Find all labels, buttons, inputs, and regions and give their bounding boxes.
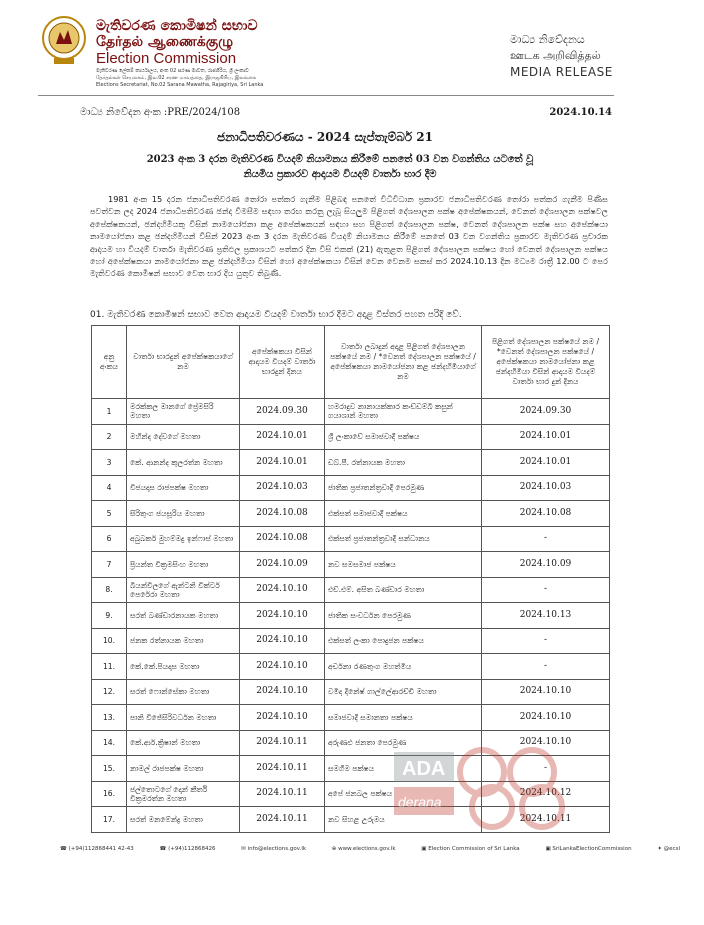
party-submission-date: 2024.10.01: [482, 424, 610, 450]
candidate-name: බියන්විලගේ ඇන්ටනි වික්ටර් පෙරේරා මහතා: [127, 577, 240, 603]
table-row: [92, 475, 610, 501]
table-row: [92, 552, 610, 578]
table-row: [92, 501, 610, 527]
party-submission-date: 2024.10.03: [482, 475, 610, 501]
party-submission-date: 2024.09.30: [482, 399, 610, 425]
party-submission-date: 2024.10.12: [482, 781, 610, 807]
row-number: 4: [92, 475, 127, 501]
footer-facebook-text: Election Commission of Sri Lanka: [428, 846, 520, 852]
reference-number: මාධ්‍ය නිවේදන අංක :PRE/2024/108: [80, 107, 241, 118]
footer-phone-1-text: (+94)112868441 42-43: [68, 846, 134, 852]
party-name: එක්සත් සමාජවාදී පක්ෂය: [325, 501, 482, 527]
ada-derana-watermark: [392, 742, 592, 837]
candidate-submission-date: 2024.10.11: [240, 756, 325, 782]
footer-website[interactable]: ⊕ www.elections.gov.lk: [331, 846, 396, 852]
table-row: [92, 424, 610, 450]
row-number: 17.: [92, 807, 127, 833]
table-row: [92, 603, 610, 629]
candidate-submission-date: 2024.10.11: [240, 781, 325, 807]
reference-row: [80, 107, 612, 118]
party-name: එච්.එම්. අසිත බණ්ඩාර මහතා: [325, 577, 482, 603]
party-submission-date: 2024.10.13: [482, 603, 610, 629]
document-subtitle: [80, 152, 600, 182]
document-title: ජනාධිපතිවරණය - 2024 සැප්තැම්බර් 21: [217, 130, 433, 144]
row-number: 12.: [92, 679, 127, 705]
candidate-name: මහින්ද දේවගේ මහතා: [127, 424, 240, 450]
candidate-name: කේ. ආනන්ද කුලරත්න මහතා: [127, 450, 240, 476]
candidate-name: කේ.ආර්.ක්‍රිෂාන් මහතා: [127, 730, 240, 756]
party-submission-date: 2024.10.10: [482, 730, 610, 756]
org-name-sinhala: මැතිවරණ කොමිෂන් සභාව: [96, 18, 258, 34]
row-number: 10.: [92, 628, 127, 654]
party-submission-date: 2024.10.09: [482, 552, 610, 578]
footer-phone-2-text: (+94)112868426: [168, 846, 216, 852]
candidate-submission-date: 2024.10.01: [240, 450, 325, 476]
watermark-text-derana: derana: [398, 794, 442, 810]
party-name: අරුණළු ජනතා පෙරමුණ: [325, 730, 482, 756]
candidate-submission-date: 2024.10.08: [240, 501, 325, 527]
candidate-name: සරත් බණ්ඩාරනායක මහතා: [127, 603, 240, 629]
row-number: 5: [92, 501, 127, 527]
table-row: [92, 450, 610, 476]
row-number: 13.: [92, 705, 127, 731]
candidate-name: සරත් ෆොන්සේකා මහතා: [127, 679, 240, 705]
party-name: නව සමසමාජ පක්ෂය: [325, 552, 482, 578]
candidate-name: ජල්තොටගේ දොන් කීර්ති වික්‍රමරත්න මහතා: [127, 781, 240, 807]
candidate-submission-date: 2024.10.10: [240, 603, 325, 629]
party-name: අපේ ජනබල පක්ෂය: [325, 781, 482, 807]
candidate-submission-date: 2024.10.11: [240, 730, 325, 756]
table-row: [92, 705, 610, 731]
party-submission-date: 2024.10.10: [482, 679, 610, 705]
table-header-row: [92, 326, 610, 399]
footer-twitter-text: @ecsl: [663, 846, 680, 852]
row-number: 16.: [92, 781, 127, 807]
media-release-tamil: ஊடக அறிவித்தல்: [510, 49, 601, 62]
candidate-submission-date: 2024.10.03: [240, 475, 325, 501]
footer-phone-1[interactable]: ☎ (+94)112868441 42-43: [60, 846, 134, 852]
candidate-name: ප්‍රියන්ත වික්‍රමසිංහ මහතා: [127, 552, 240, 578]
row-number: 1: [92, 399, 127, 425]
party-name: ඩබ්.පී. රත්නායක මහතා: [325, 450, 482, 476]
header-serial: අනු අංකය: [92, 326, 127, 399]
table-row: [92, 628, 610, 654]
candidate-name: විජයදාස රාජපක්ෂ මහතා: [127, 475, 240, 501]
footer-phone-2[interactable]: ☎ (+94)112868426: [159, 846, 216, 852]
address-tamil: தேர்தல்கள் செயலகம், இல.02 சரண மாவத்தை, இராஜகிரிய, இலங்கை: [96, 75, 257, 81]
party-submission-date: 2024.10.10: [482, 705, 610, 731]
candidate-submission-date: 2024.10.10: [240, 679, 325, 705]
party-name: එක්සත් ලංකා පොදුජන පක්ෂය: [325, 628, 482, 654]
organization-name: [96, 18, 296, 89]
footer-website-text: www.elections.gov.lk: [338, 846, 396, 852]
footer-email[interactable]: ✉ info@elections.gov.lk: [241, 846, 307, 852]
party-name: හමරාදුව නානායක්කාර කංඩ්ඩම්බි කසුන් ගයාශාන් මහතා: [325, 399, 482, 425]
footer-facebook-2[interactable]: ▣ SriLankaElectionCommission: [545, 846, 632, 852]
table-row: [92, 399, 610, 425]
footer-twitter[interactable]: ✦ @ecsl: [657, 846, 680, 852]
row-number: 6: [92, 526, 127, 552]
row-number: 8.: [92, 577, 127, 603]
row-number: 11.: [92, 654, 127, 680]
media-release-label: [510, 32, 620, 80]
party-name: අර්චනා රණතුංග මහත්මිය: [325, 654, 482, 680]
org-name-tamil: தேர்தல் ஆணைக்குழு: [96, 34, 234, 50]
national-emblem-icon: [40, 14, 88, 70]
header-candidate: වාර්තා භාරදුන් අපේක්ෂකයාගේ නම: [127, 326, 240, 399]
party-submission-date: -: [482, 577, 610, 603]
candidate-name: නාමල් රාජපක්ෂ මහතා: [127, 756, 240, 782]
party-name: ජාතික ප්‍රජාතන්ත්‍රවාදී පෙරමුණ: [325, 475, 482, 501]
party-submission-date: 2024.10.01: [482, 450, 610, 476]
candidate-name: ජනක රත්නායක මහතා: [127, 628, 240, 654]
candidate-submission-date: 2024.09.30: [240, 399, 325, 425]
party-submission-date: -: [482, 628, 610, 654]
header-divider: [38, 95, 614, 96]
party-name: සමගිම පක්ෂය: [325, 756, 482, 782]
candidate-name: අබුබකර් මුහම්මදු ඉන්ෆාස් මහතා: [127, 526, 240, 552]
header-party: වාර්තා ලබාදුන් අදාළ පිළිගත් දේශපාලන පක්ෂයේ නම / *වෙනත් දේශපාලන පක්ෂයේ / අපේක්ෂකයා නාමයෝජනා කළ ඡන්දහිමියාගේ නම: [325, 326, 482, 399]
row-number: 9.: [92, 603, 127, 629]
candidate-submission-date: 2024.10.10: [240, 577, 325, 603]
party-name: ශ්‍රී ලංකාවේ සමාජවාදී පක්ෂය: [325, 424, 482, 450]
footer-facebook[interactable]: ▣ Election Commission of Sri Lanka: [421, 846, 520, 852]
media-release-english: MEDIA RELEASE: [510, 65, 613, 79]
candidate-submission-date: 2024.10.09: [240, 552, 325, 578]
table-row: [92, 526, 610, 552]
candidate-submission-date: 2024.10.08: [240, 526, 325, 552]
section-heading: 01. මැතිවරණ කොමිෂන් සභාව වෙත ආදායම වියදම් වාර්තා භාර දීමට අදාළ විස්තර පහත පරිදි වේ.: [90, 310, 462, 320]
row-number: 3: [92, 450, 127, 476]
candidate-submission-date: 2024.10.01: [240, 424, 325, 450]
row-number: 14.: [92, 730, 127, 756]
party-name: සමාජවාදී සමානතා පක්ෂය: [325, 705, 482, 731]
subtitle-line-2: නියමිය ප්‍රකාරව ආදායම වියදම් වාර්තා භාර දීම: [243, 169, 437, 180]
party-name: එක්සත් ප්‍රජාතන්ත්‍රවාදී සන්ධානය: [325, 526, 482, 552]
candidate-submission-date: 2024.10.10: [240, 705, 325, 731]
header-party-date: පිළිගත් දේශපාලන පක්ෂයේ නම / *වෙනත් දේශපාලන පක්ෂයේ / අපේක්ෂකයා නාමයෝජනා කළ ඡන්දහිමියා විසින් ආදායම වියදම් වාර්තා භාර දුන් දිනය: [482, 326, 610, 399]
release-date: 2024.10.14: [549, 107, 612, 118]
row-number: 2: [92, 424, 127, 450]
intro-paragraph: 1981 අංක 15 දරන ජනාධිපතිවරණ තෝරා පත්කර ගැනීම පිළිබඳ පනතේ විධිවිධාන ප්‍රකාරව ජනාධිපතිවරණ තෝරා පත්කර ගැනීම පිණිස පවත්වන ලද 2024 ජනාධිපතිවරණ ඡන්ද විමසීම සඳහා තරඟ කරනු ලැබූ සියලුම පිළිගත් දේශපාලන පක්ෂ අපේක්ෂකයන්, වෙනත් දේශපාලන පක්ෂවල අපේක්ෂකයන්, ඡන්දහිමියකු විසින් නාමයෝජනා කළ අපේක්ෂකයන් සඳහා සහ පිළිගත් දේශපාලන පක්ෂ, වෙනත් දේශපාලන පක්ෂ සහ අපේක්ෂයා නාමයෝජනා කළ ඡන්දහිමියන් විසින් 2023 අංක 3 දරන මැතිවරණ වියදම් නියාමනය කිරීමේ පනතේ 03 වන වගන්තිය ප්‍රකාරව මැතිවරණ ප්‍රචාරක ආදායම හා වියදම් වාර්තා මැතිවරණ ප්‍රතිඵල ප්‍රකාශයට පත්කර දින විසි එකක් (21) ඇතුළත පිළිගත් දේශපාලන පක්ෂය හෝ වෙනත් දේශපාලන පක්ෂය හෝ අපේක්ෂකයා නාමයෝජනා කළ ඡන්දහිමියා විසින් හෝ අපේක්ෂකයා විසින් වෙන වෙනම සකස් කර 2024.10.13 දින මධ්‍යම රාත්‍රී 12.00 ට පෙර මැතිවරණ කොමිෂන් සභාව වෙත භාර දිය යුතුව තිබුණි.: [90, 194, 608, 279]
party-submission-date: -: [482, 654, 610, 680]
contact-footer: [60, 846, 680, 852]
candidate-name: සිරිතුංග ජයසූරිය මහතා: [127, 501, 240, 527]
watermark-text-ada: ADA: [402, 758, 446, 780]
address-sinhala: මැතිවරණ ලේකම් කාර්යාලය, අංක 02 සරණ මාවත, රාජගිරිය, ශ්‍රී ලංකාව: [96, 68, 249, 74]
candidate-submission-date: 2024.10.11: [240, 807, 325, 833]
row-number: 7: [92, 552, 127, 578]
row-number: 15.: [92, 756, 127, 782]
candidate-name: මරක්කල මානගේ ප්‍රේමසිරි මහතා: [127, 399, 240, 425]
table-row: [92, 654, 610, 680]
candidate-submission-date: 2024.10.10: [240, 654, 325, 680]
subtitle-line-1: 2023 අංක 3 දරන මැතිවරණ වියදම් නියාමනය කිරීමේ පනතේ 03 වන වගන්තිය යටතේ වූ: [146, 154, 534, 165]
party-submission-date: 2024.10.11: [482, 807, 610, 833]
header-candidate-date: අපේක්ෂකයා විසින් ආදායම වියදම් වාර්තා භාරදුන් දිනය: [240, 326, 325, 399]
address-english: Elections Secretariat, No.02 Sarana Mawatha, Rajagiriya, Sri Lanka: [96, 82, 264, 88]
table-row: [92, 679, 610, 705]
footer-facebook-2-text: SriLankaElectionCommission: [552, 846, 632, 852]
party-submission-date: -: [482, 526, 610, 552]
party-name: නව සිහළ උරුමය: [325, 807, 482, 833]
candidate-name: පානි විජේසිරිවර්ධන මහතා: [127, 705, 240, 731]
candidate-submission-date: 2024.10.10: [240, 628, 325, 654]
candidate-name: කේ.කේ.පියදාස මහතා: [127, 654, 240, 680]
table-row: [92, 577, 610, 603]
party-name: වමිද දිනේෂ් ගාල්ලේආරච්චි මහතා: [325, 679, 482, 705]
footer-email-text: info@elections.gov.lk: [247, 846, 307, 852]
party-submission-date: 2024.10.08: [482, 501, 610, 527]
candidate-name: සරත් මනමේන්ද්‍ර මහතා: [127, 807, 240, 833]
media-release-sinhala: මාධ්‍ය නිවේදනය: [510, 33, 585, 46]
org-name-english: Election Commission: [96, 50, 237, 67]
party-submission-date: -: [482, 756, 610, 782]
party-name: ජාතික සංවර්ධන පෙරමුණ: [325, 603, 482, 629]
